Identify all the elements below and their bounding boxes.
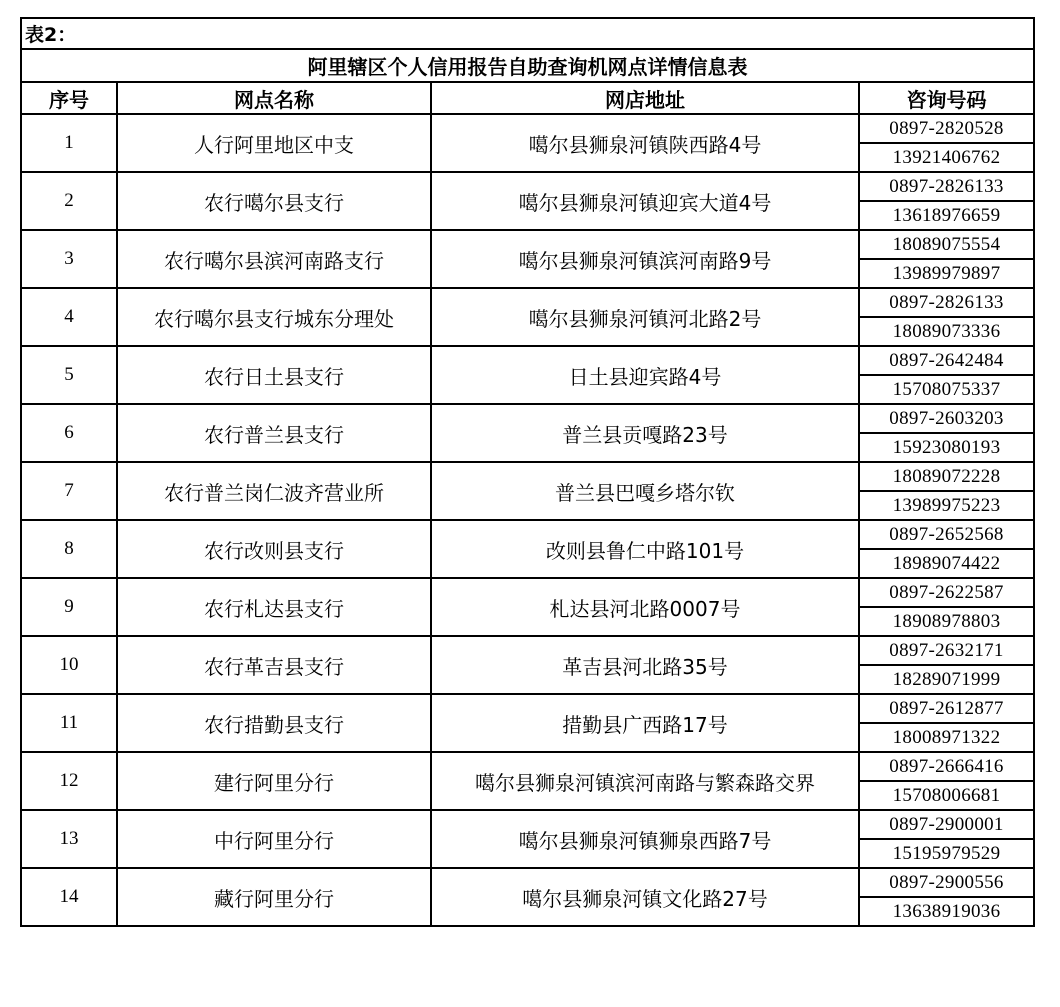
branch-name: 中行阿里分行 (117, 810, 431, 868)
branch-name: 农行札达县支行 (117, 578, 431, 636)
branch-address: 噶尔县狮泉河镇狮泉西路7号 (431, 810, 859, 868)
phone-number: 0897-2900556 (859, 868, 1034, 897)
branch-address: 普兰县巴嘎乡塔尔钦 (431, 462, 859, 520)
table-row (21, 520, 1034, 549)
phone-number: 0897-2652568 (859, 520, 1034, 549)
header-phone: 咨询号码 (859, 82, 1034, 114)
phone-number: 13989975223 (859, 491, 1034, 520)
table-row (21, 404, 1034, 433)
phone-number: 13618976659 (859, 201, 1034, 230)
caption-row (21, 18, 1034, 49)
phone-number: 13989979897 (859, 259, 1034, 288)
branch-address: 噶尔县狮泉河镇陕西路4号 (431, 114, 859, 172)
phone-number: 13638919036 (859, 897, 1034, 926)
table-row (21, 694, 1034, 723)
row-index: 6 (21, 404, 117, 462)
table-row (21, 578, 1034, 607)
branch-name: 农行普兰县支行 (117, 404, 431, 462)
phone-number: 18089073336 (859, 317, 1034, 346)
row-index: 4 (21, 288, 117, 346)
branch-address: 日土县迎宾路4号 (431, 346, 859, 404)
phone-number: 15923080193 (859, 433, 1034, 462)
branch-name: 农行革吉县支行 (117, 636, 431, 694)
branch-name: 农行普兰岗仁波齐营业所 (117, 462, 431, 520)
header-index: 序号 (21, 82, 117, 114)
phone-number: 0897-2622587 (859, 578, 1034, 607)
branch-address: 措勤县广西路17号 (431, 694, 859, 752)
phone-number: 13921406762 (859, 143, 1034, 172)
phone-number: 18289071999 (859, 665, 1034, 694)
header-row (21, 82, 1034, 114)
header-name: 网点名称 (117, 82, 431, 114)
branch-name: 农行日土县支行 (117, 346, 431, 404)
table-row (21, 636, 1034, 665)
phone-number: 0897-2666416 (859, 752, 1034, 781)
phone-number: 18089072228 (859, 462, 1034, 491)
table-row (21, 346, 1034, 375)
row-index: 12 (21, 752, 117, 810)
table-row (21, 288, 1034, 317)
branch-name: 农行噶尔县支行 (117, 172, 431, 230)
title-row (21, 49, 1034, 82)
credit-report-kiosk-table (20, 17, 1035, 927)
phone-number: 18989074422 (859, 549, 1034, 578)
phone-number: 0897-2900001 (859, 810, 1034, 839)
row-index: 13 (21, 810, 117, 868)
branch-address: 普兰县贡嘎路23号 (431, 404, 859, 462)
phone-number: 0897-2603203 (859, 404, 1034, 433)
branch-name: 藏行阿里分行 (117, 868, 431, 926)
row-index: 10 (21, 636, 117, 694)
table-row (21, 810, 1034, 839)
branch-address: 噶尔县狮泉河镇文化路27号 (431, 868, 859, 926)
branch-name: 农行噶尔县滨河南路支行 (117, 230, 431, 288)
row-index: 11 (21, 694, 117, 752)
branch-address: 改则县鲁仁中路101号 (431, 520, 859, 578)
branch-name: 农行噶尔县支行城东分理处 (117, 288, 431, 346)
phone-number: 0897-2612877 (859, 694, 1034, 723)
branch-name: 农行措勤县支行 (117, 694, 431, 752)
branch-address: 噶尔县狮泉河镇滨河南路9号 (431, 230, 859, 288)
phone-number: 18908978803 (859, 607, 1034, 636)
table-title: 阿里辖区个人信用报告自助查询机网点详情信息表 (21, 49, 1034, 82)
table-row (21, 752, 1034, 781)
table-row (21, 114, 1034, 143)
phone-number: 15708075337 (859, 375, 1034, 404)
table-body (21, 18, 1034, 926)
phone-number: 0897-2826133 (859, 172, 1034, 201)
table-row (21, 172, 1034, 201)
table-row (21, 230, 1034, 259)
phone-number: 0897-2820528 (859, 114, 1034, 143)
table-caption: 表2： (21, 18, 1034, 49)
branch-address: 札达县河北路0007号 (431, 578, 859, 636)
row-index: 7 (21, 462, 117, 520)
branch-address: 噶尔县狮泉河镇滨河南路与繁森路交界 (431, 752, 859, 810)
row-index: 2 (21, 172, 117, 230)
row-index: 3 (21, 230, 117, 288)
branch-address: 革吉县河北路35号 (431, 636, 859, 694)
header-address: 网店地址 (431, 82, 859, 114)
phone-number: 18008971322 (859, 723, 1034, 752)
phone-number: 15708006681 (859, 781, 1034, 810)
row-index: 1 (21, 114, 117, 172)
phone-number: 0897-2826133 (859, 288, 1034, 317)
branch-name: 农行改则县支行 (117, 520, 431, 578)
phone-number: 0897-2632171 (859, 636, 1034, 665)
row-index: 9 (21, 578, 117, 636)
phone-number: 18089075554 (859, 230, 1034, 259)
phone-number: 15195979529 (859, 839, 1034, 868)
row-index: 5 (21, 346, 117, 404)
branch-address: 噶尔县狮泉河镇河北路2号 (431, 288, 859, 346)
row-index: 14 (21, 868, 117, 926)
branch-name: 人行阿里地区中支 (117, 114, 431, 172)
table-row (21, 462, 1034, 491)
phone-number: 0897-2642484 (859, 346, 1034, 375)
branch-name: 建行阿里分行 (117, 752, 431, 810)
branch-address: 噶尔县狮泉河镇迎宾大道4号 (431, 172, 859, 230)
row-index: 8 (21, 520, 117, 578)
table-row (21, 868, 1034, 897)
